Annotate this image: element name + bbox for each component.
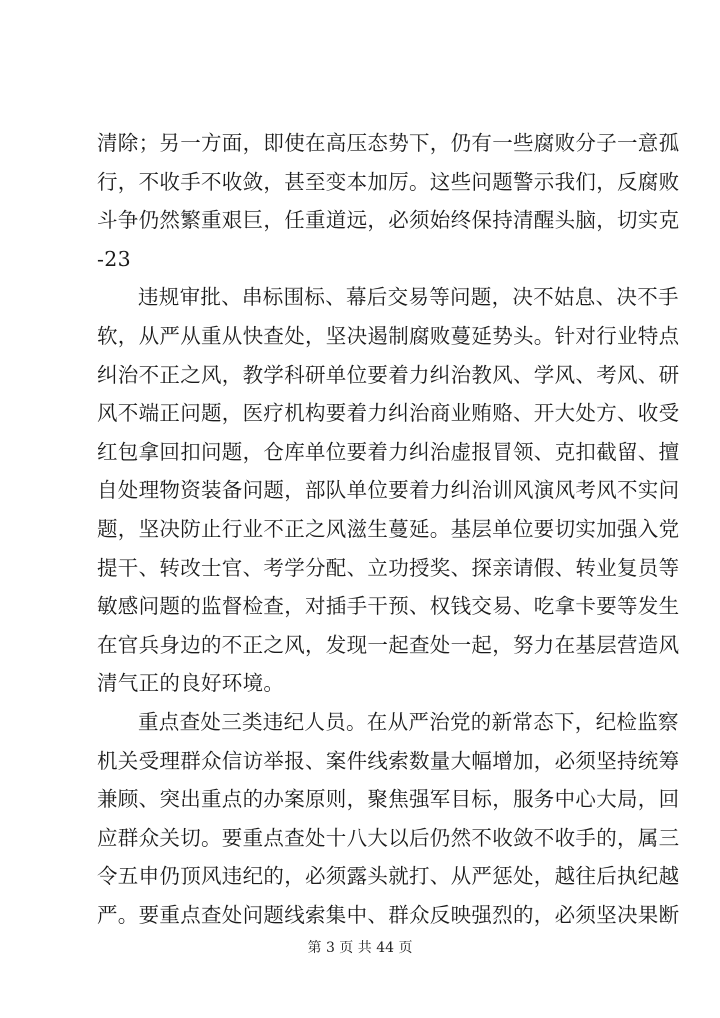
text-line: 在官兵身边的不正之风，发现一起查处一起，努力在基层营造风	[97, 632, 680, 657]
text-line: -23	[97, 246, 131, 271]
page-number-footer: 第 3 页 共 44 页	[307, 940, 413, 956]
body-text	[97, 124, 680, 934]
text-line: 敏感问题的监督检查，对插手干预、权钱交易、吃拿卡要等发生	[97, 594, 680, 619]
text-line: 机关受理群众信访举报、案件线索数量大幅增加，必须坚持统筹	[97, 748, 680, 773]
paragraph-first-line: 违规审批、串标围标、幕后交易等问题，决不姑息、决不手	[138, 285, 679, 310]
text-line: 严。要重点查处问题线索集中、群众反映强烈的，必须坚决果断	[97, 902, 680, 927]
text-line: 清气正的良好环境。	[97, 671, 285, 696]
text-line: 红包拿回扣问题，仓库单位要着力纠治虚报冒领、克扣截留、擅	[97, 439, 680, 464]
text-line: 软，从严从重从快查处，坚决遏制腐败蔓延势头。针对行业特点	[97, 323, 680, 348]
paragraph-first-line: 重点查处三类违纪人员。在从严治党的新常态下，纪检监察	[138, 709, 679, 734]
text-line: 纠治不正之风，教学科研单位要着力纠治教风、学风、考风、研	[97, 362, 680, 387]
text-line: 风不端正问题，医疗机构要着力纠治商业贿赂、开大处方、收受	[97, 401, 680, 426]
text-line: 兼顾、突出重点的办案原则，聚焦强军目标，服务中心大局，回	[97, 787, 680, 812]
text-line: 令五申仍顶风违纪的，必须露头就打、从严惩处，越往后执纪越	[97, 864, 680, 889]
text-line: 清除；另一方面，即使在高压态势下，仍有一些腐败分子一意孤	[97, 131, 680, 155]
text-line: 行，不收手不收敛，甚至变本加厉。这些问题警示我们，反腐败	[97, 169, 680, 194]
text-line: 自处理物资装备问题，部队单位要着力纠治训风演风考风不实问	[97, 478, 680, 503]
text-line: 题，坚决防止行业不正之风滋生蔓延。基层单位要切实加强入党	[97, 516, 680, 541]
text-line: 提干、转改士官、考学分配、立功授奖、探亲请假、转业复员等	[97, 555, 680, 580]
text-line: 应群众关切。要重点查处十八大以后仍然不收敛不收手的，属三	[97, 825, 680, 850]
text-line: 斗争仍然繁重艰巨，任重道远，必须始终保持清醒头脑，切实克	[97, 208, 680, 233]
